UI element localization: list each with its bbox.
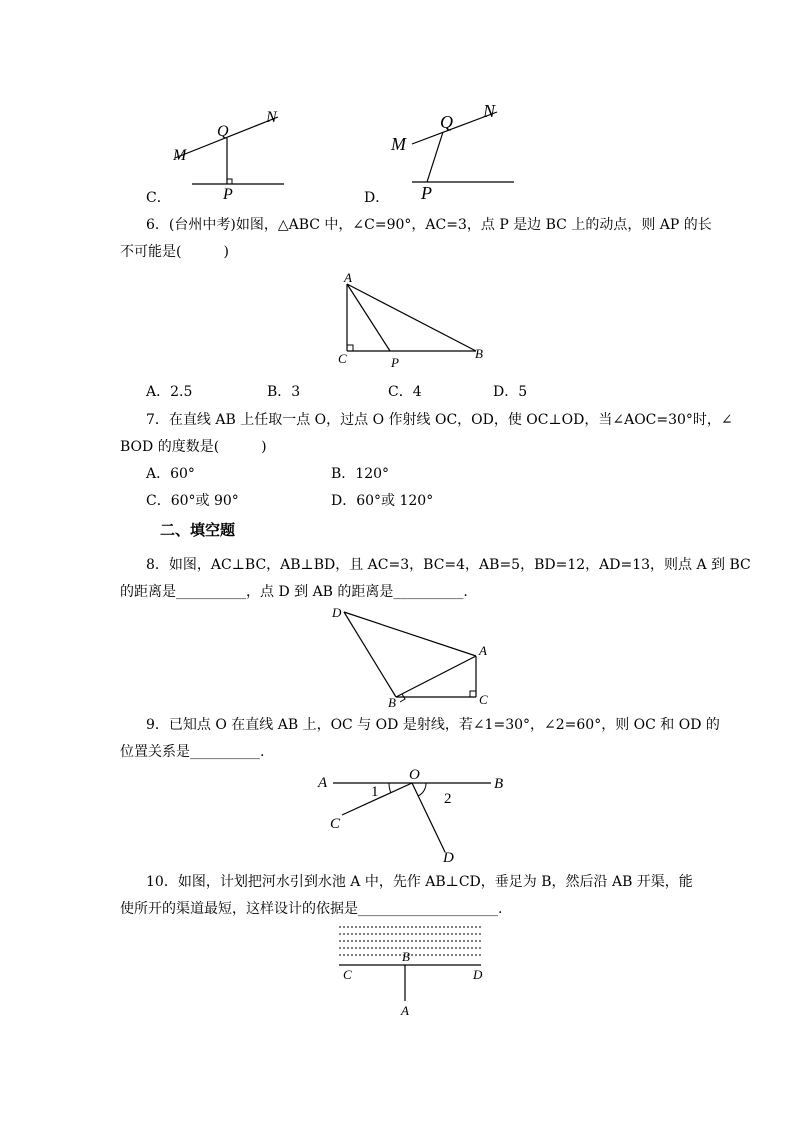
fig5c-label-Q: Q: [217, 123, 229, 140]
q8-label-C: C: [479, 692, 488, 707]
q6-option-b: B．3: [267, 384, 301, 400]
q9-label-B: B: [494, 776, 504, 792]
q7-text-line1: 7．在直线 AB 上任取一点 O，过点 O 作射线 OC，OD，使 OC⊥OD，当∠AOC=30°时，∠: [146, 412, 733, 428]
q6-label-C: C: [338, 351, 347, 366]
fig5d-label-P: P: [421, 183, 432, 203]
q8-label-B: B: [388, 695, 396, 710]
option-d-label: D．: [364, 190, 390, 206]
q6-option-a: A．2.5: [146, 384, 193, 400]
q9-label-C: C: [330, 816, 341, 832]
fig5d-label-M: M: [391, 134, 406, 154]
section-heading: 二、填空题: [160, 521, 236, 539]
q10-label-A: A: [401, 1003, 409, 1018]
q6-label-A: A: [344, 270, 352, 285]
q10-label-C: C: [343, 967, 352, 982]
q6-text-line2: 不可能是( ): [120, 244, 229, 260]
q7-option-b: B．120°: [331, 466, 390, 482]
q9-angle-1: 1: [371, 784, 379, 800]
fig5c-label-P: P: [223, 186, 233, 203]
q9-label-A: A: [318, 775, 328, 791]
q7-option-d: D．60°或 120°: [331, 493, 434, 509]
q9-text-line2: 位置关系是__________.: [120, 744, 265, 760]
q8-text-line2: 的距离是__________，点 D 到 AB 的距离是__________.: [120, 584, 468, 600]
fig5d-label-Q: Q: [440, 112, 453, 132]
q9-text-line1: 9．已知点 O 在直线 AB 上，OC 与 OD 是射线，若∠1=30°，∠2=60°，则 OC 和 OD 的: [146, 717, 720, 733]
q9-angle-2: 2: [444, 791, 452, 807]
q6-option-d: D．5: [493, 384, 528, 400]
q9-label-D: D: [443, 850, 454, 866]
q10-label-D: D: [473, 967, 483, 982]
q8-label-D: D: [332, 605, 342, 620]
q8-text-line1: 8．如图，AC⊥BC，AB⊥BD，且 AC=3，BC=4，AB=5，BD=12，AD=13，则点 A 到 BC: [146, 557, 751, 573]
q7-option-a: A．60°: [146, 466, 195, 482]
q10-label-B: B: [402, 949, 410, 964]
fig5c-label-N: N: [266, 109, 277, 126]
q6-option-c: C．4: [388, 384, 422, 400]
fig5d-label-N: N: [483, 101, 496, 121]
option-c-label: C．: [146, 190, 171, 206]
q10-text-line2: 使所开的渠道最短，这样设计的依据是____________________.: [120, 901, 503, 917]
q6-label-B: B: [475, 346, 483, 361]
q10-text-line1: 10．如图，计划把河水引到水池 A 中，先作 AB⊥CD，垂足为 B，然后沿 AB 开渠，能: [146, 874, 693, 890]
q7-option-c: C．60°或 90°: [146, 493, 239, 509]
q6-label-P: P: [391, 355, 399, 370]
q8-label-A: A: [479, 643, 487, 658]
q9-label-O: O: [409, 767, 420, 783]
q7-text-line2: BOD 的度数是( ): [120, 439, 267, 455]
fig5c-label-M: M: [173, 147, 187, 164]
q6-text-line1: 6．(台州中考)如图，△ABC 中，∠C=90°，AC=3，点 P 是边 BC 上的动点，则 AP 的长: [146, 217, 712, 233]
